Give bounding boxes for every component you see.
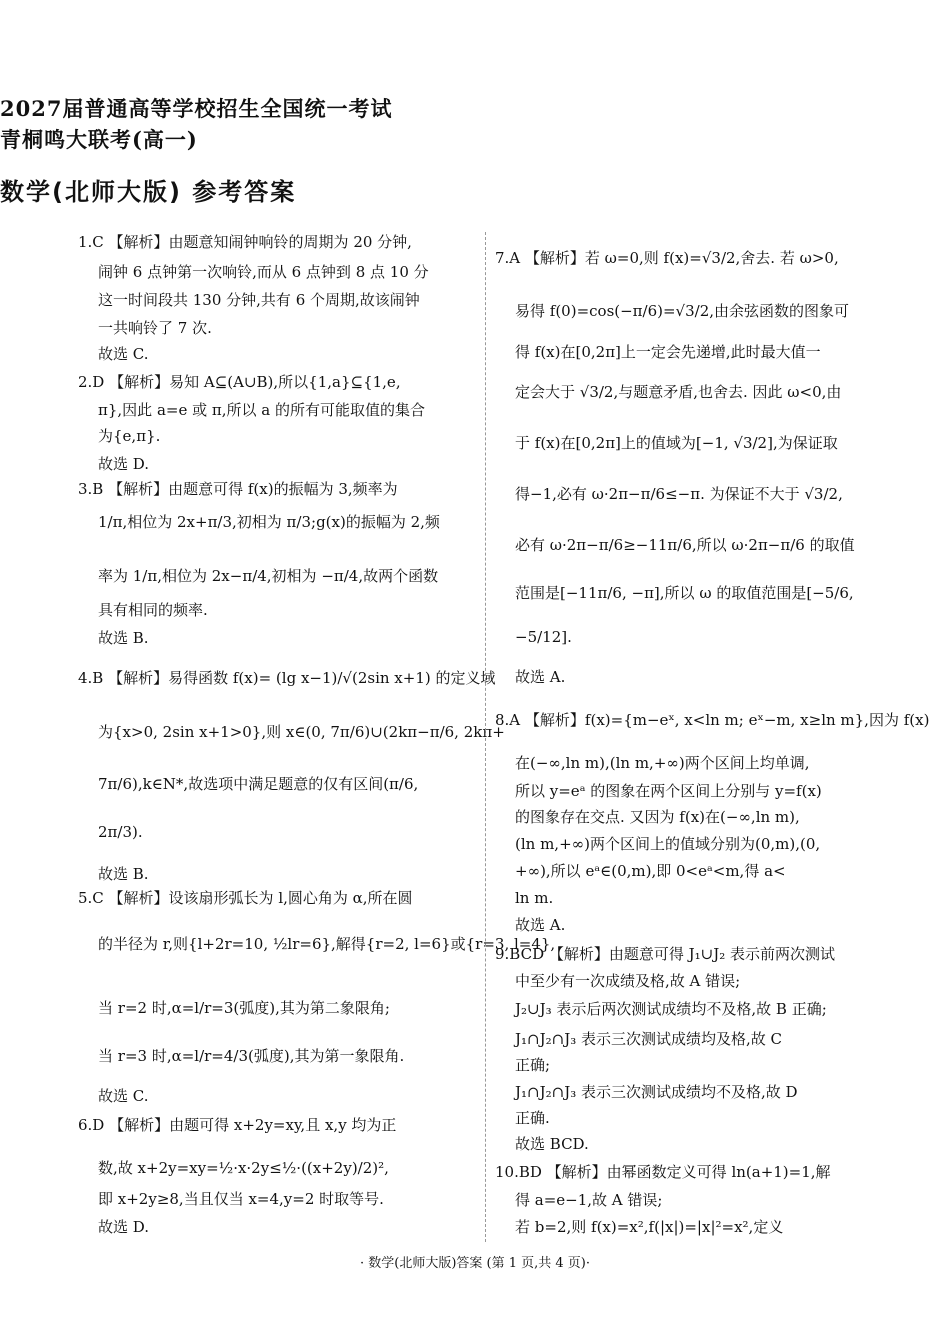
text-line: 数,故 x+2y=xy=½·x·2y≤½·((x+2y)/2)², [98,1159,389,1177]
text-line: 范围是[−11π/6, −π],所以 ω 的取值范围是[−5/6, [515,584,854,602]
column-divider [485,232,486,1242]
text-line: 一共响铃了 7 次. [98,319,212,337]
text-line: 正确. [515,1109,550,1127]
text-line: 7.A 【解析】若 ω=0,则 f(x)=√3/2,舍去. 若 ω>0, [495,249,839,267]
text-line: 故选 B. [98,865,149,883]
text-line: 正确; [515,1056,551,1074]
text-line: 的图象存在交点. 又因为 f(x)在(−∞,ln m), [515,808,800,826]
text-line: 即 x+2y≥8,当且仅当 x=4,y=2 时取等号. [98,1190,384,1208]
text-line: 故选 A. [515,668,566,686]
text-line: 故选 D. [98,455,150,473]
text-line: 故选 D. [98,1218,150,1236]
text-line: 当 r=3 时,α=l/r=4/3(弧度),其为第一象限角. [98,1047,405,1065]
exam-subtitle: 青桐鸣大联考(高一) [0,127,198,152]
text-line: 4.B 【解析】易得函数 f(x)= (lg x−1)/√(2sin x+1) 的定义域 [78,669,496,687]
text-line: 故选 C. [98,345,149,363]
text-line: (ln m,+∞)两个区间上的值域分别为(0,m),(0, [515,835,821,853]
text-line: 得−1,必有 ω·2π−π/6≤−π. 为保证不大于 √3/2, [515,485,843,503]
text-line: 这一时间段共 130 分钟,共有 6 个周期,故该闹钟 [98,291,420,309]
text-line: 易得 f(0)=cos(−π/6)=√3/2,由余弦函数的图象可 [515,302,850,320]
text-line: 2π/3). [98,823,143,841]
text-line: 故选 C. [98,1087,149,1105]
text-line: 故选 A. [515,916,566,934]
text-line: −5/12]. [515,628,572,646]
text-line: 必有 ω·2π−π/6≥−11π/6,所以 ω·2π−π/6 的取值 [515,536,855,554]
text-line: 10.BD 【解析】由幂函数定义可得 ln(a+1)=1,解 [495,1163,831,1181]
text-line: J₂∪J₃ 表示后两次测试成绩均不及格,故 B 正确; [515,1000,827,1018]
text-line: 故选 BCD. [515,1135,589,1153]
text-line: 为{x>0, 2sin x+1>0},则 x∈(0, 7π/6)∪(2kπ−π/6, 2kπ+ [98,723,505,741]
text-line: 为{e,π}. [98,427,161,445]
text-line: 闹钟 6 点钟第一次响铃,而从 6 点钟到 8 点 10 分 [98,263,429,281]
text-line: 当 r=2 时,α=l/r=3(弧度),其为第二象限角; [98,999,390,1017]
text-line: 5.C 【解析】设该扇形弧长为 l,圆心角为 α,所在圆 [78,889,413,907]
text-line: 得 a=e−1,故 A 错误; [515,1191,663,1209]
text-line: 得 f(x)在[0,2π]上一定会先递增,此时最大值一 [515,343,821,361]
text-line: 率为 1/π,相位为 2x−π/4,初相为 −π/4,故两个函数 [98,567,439,585]
text-line: 2.D 【解析】易知 A⊆(A∪B),所以{1,a}⊆{1,e, [78,373,401,391]
page-footer: · 数学(北师大版)答案 (第 1 页,共 4 页)· [359,1256,591,1271]
text-line: J₁∩J₂∩J₃ 表示三次测试成绩均及格,故 C [515,1030,782,1048]
text-line: +∞),所以 eᵃ∈(0,m),即 0<eᵃ<m,得 a< [515,862,786,880]
text-line: 6.D 【解析】由题可得 x+2y=xy,且 x,y 均为正 [78,1116,397,1134]
text-line: 1/π,相位为 2x+π/3,初相为 π/3;g(x)的振幅为 2,频 [98,513,440,531]
text-line: 具有相同的频率. [98,601,208,619]
exam-title: 2027届普通高等学校招生全国统一考试 [0,96,393,121]
text-line: 故选 B. [98,629,149,647]
text-line: 中至少有一次成绩及格,故 A 错误; [515,972,741,990]
text-line: 若 b=2,则 f(x)=x²,f(|x|)=|x|²=x²,定义 [515,1218,784,1236]
text-line: 8.A 【解析】f(x)={m−eˣ, x<ln m; eˣ−m, x≥ln m},因为 f(x) [495,711,930,729]
answer-title: 数学(北师大版) 参考答案 [0,178,297,206]
text-line: 1.C 【解析】由题意知闹钟响铃的周期为 20 分钟, [78,233,412,251]
text-line: 7π/6),k∈N*,故选项中满足题意的仅有区间(π/6, [98,775,419,793]
text-line: 定会大于 √3/2,与题意矛盾,也舍去. 因此 ω<0,由 [515,383,842,401]
text-line: 的半径为 r,则{l+2r=10, ½lr=6},解得{r=2, l=6}或{r=3, l=4}, [98,935,556,953]
text-line: 9.BCD 【解析】由题意可得 J₁∪J₂ 表示前两次测试 [495,945,836,963]
text-line: ln m. [515,889,554,907]
text-line: 在(−∞,ln m),(ln m,+∞)两个区间上均单调, [515,754,810,772]
text-line: 所以 y=eᵃ 的图象在两个区间上分别与 y=f(x) [515,782,822,800]
text-line: 于 f(x)在[0,2π]上的值域为[−1, √3/2],为保证取 [515,434,838,452]
text-line: π},因此 a=e 或 π,所以 a 的所有可能取值的集合 [98,401,425,419]
text-line: J₁∩J₂∩J₃ 表示三次测试成绩均不及格,故 D [515,1083,798,1101]
text-line: 3.B 【解析】由题意可得 f(x)的振幅为 3,频率为 [78,480,398,498]
